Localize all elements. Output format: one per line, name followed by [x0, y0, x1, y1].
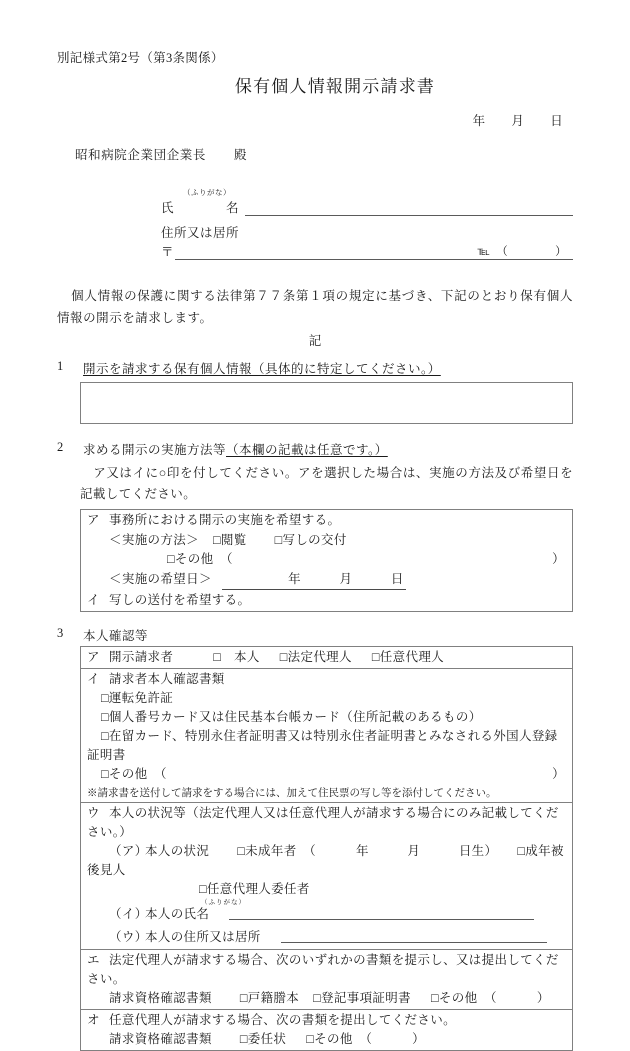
person-status-row	[81, 842, 572, 880]
row-o-marker: オ	[87, 1013, 100, 1028]
section1-title: 開示を請求する保有個人情報（具体的に特定してください。）	[83, 362, 441, 377]
section3-title: 本人確認等	[83, 629, 149, 644]
option-b-label: 写しの送付を希望する。	[109, 593, 251, 608]
section3-row-id-docs	[81, 668, 572, 689]
section2-frame	[80, 509, 573, 612]
applicant-block	[161, 189, 573, 260]
addressee	[75, 145, 573, 163]
sub-u-label: 本人の住所又は居所	[145, 930, 261, 945]
row-o-doc-label: 請求資格確認書類	[109, 1032, 212, 1047]
row-i-marker: イ	[87, 672, 100, 687]
person-status-delegate-row	[81, 880, 572, 899]
section3-row-person-status	[81, 802, 572, 842]
id-doc-item-other	[81, 765, 572, 785]
sub-a-marker: （ア）	[109, 844, 148, 859]
ki-marker: 記	[308, 334, 322, 349]
minor-birthdate[interactable]: 年 月 日生）	[356, 844, 498, 859]
addressee-honorific: 殿	[234, 148, 248, 162]
person-address-input[interactable]	[281, 929, 547, 943]
section2-number: 2	[57, 440, 64, 455]
desired-date-label: ＜実施の希望日＞	[109, 572, 212, 587]
person-name-row: （イ）本人の氏名 （ふりがな）	[81, 899, 572, 924]
row-u-marker: ウ	[87, 806, 100, 821]
preamble-text: 個人情報の保護に関する法律第７７条第１項の規定に基づき、下記のとおり保有個人情報の開示を請求します。	[57, 289, 573, 325]
section1-heading	[57, 359, 573, 377]
checkbox-voluntary-rep-other[interactable]: □その他 （	[306, 1032, 373, 1047]
row-e-label: 法定代理人が請求する場合、次のいずれかの書類を提示し、又は提出してください。	[87, 953, 559, 987]
applicant-address-label: 住所又は居所	[161, 226, 240, 241]
sub-i-marker: （イ）	[109, 907, 148, 922]
voluntary-rep-other-close: ）	[412, 1032, 426, 1047]
addressee-name: 昭和病院企業団企業長	[75, 148, 207, 162]
row-a-label: 開示請求者	[109, 650, 174, 665]
furigana-label-name: （ふりがな）	[183, 188, 231, 197]
checkbox-adult-ward[interactable]: □成年被後見人	[87, 844, 564, 878]
checkbox-drivers-license[interactable]: □運転免許証	[101, 691, 174, 706]
section2-option-b-row[interactable]	[81, 590, 572, 611]
applicant-address-input[interactable]	[175, 244, 573, 260]
checkbox-viewing[interactable]: □閲覧	[212, 533, 247, 548]
applicant-address-row	[161, 242, 573, 260]
section2-method-row	[81, 531, 572, 550]
form-code: 別記様式第2号（第3条関係）	[57, 51, 224, 65]
id-doc-item-2	[81, 708, 572, 727]
telephone-label: ℡ （ ）	[477, 246, 567, 259]
applicant-name-label: 氏 名	[161, 201, 240, 216]
desired-date-input[interactable]: 年 月 日	[222, 570, 406, 590]
checkbox-mynumber-card[interactable]: □個人番号カード又は住民基本台帳カード（住所記載のあるもの）	[101, 710, 482, 725]
applicant-name-input[interactable]	[245, 201, 573, 216]
row-a-marker: ア	[87, 650, 100, 665]
section1-number: 1	[57, 359, 64, 374]
checkbox-family-register[interactable]: □戸籍謄本	[239, 991, 300, 1006]
section3-frame	[80, 646, 573, 1051]
applicant-name-row	[161, 198, 573, 216]
preamble-paragraph	[57, 286, 573, 329]
id-doc-other-close: ）	[552, 767, 565, 782]
row-o-label: 任意代理人が請求する場合、次の書類を提出してください。	[109, 1013, 456, 1028]
date-month-label: 月	[511, 114, 525, 128]
date-line	[57, 111, 563, 129]
section3-heading	[57, 626, 573, 644]
row-i-label: 請求者本人確認書類	[109, 672, 225, 687]
checkbox-power-of-attorney[interactable]: □委任状	[239, 1032, 287, 1047]
section2-instruction	[80, 463, 573, 505]
id-doc-item-3	[81, 727, 572, 765]
checkbox-id-doc-other[interactable]: □その他 （	[101, 767, 167, 782]
row-e-doc-label: 請求資格確認書類	[109, 991, 212, 1006]
checkbox-copy-delivery[interactable]: □写しの交付	[274, 533, 347, 548]
checkbox-method-other[interactable]: □その他 （	[167, 552, 233, 567]
sub-a-label: 本人の状況	[145, 844, 210, 859]
checkbox-residence-card[interactable]: □在留カード、特別永住者証明書又は特別永住者証明書とみなされる外国人登録証明書	[87, 729, 558, 763]
id-doc-item-1	[81, 689, 572, 708]
voluntary-rep-docs-row	[81, 1030, 572, 1050]
row-e-marker: エ	[87, 953, 100, 968]
legal-rep-other-close: ）	[536, 991, 550, 1006]
section2-instruction-text: ア又はイに○印を付してください。アを選択した場合は、実施の方法及び希望日を記載してください。	[80, 466, 573, 502]
section3-number: 3	[57, 626, 64, 641]
checkbox-voluntary-representative[interactable]: □任意代理人	[371, 650, 445, 665]
section3-row-legal-rep	[81, 949, 572, 989]
section2-heading	[57, 440, 573, 458]
person-name-input[interactable]	[229, 906, 534, 920]
date-year-label: 年	[472, 114, 486, 128]
method-other-close: ）	[552, 552, 565, 567]
section1-content-box[interactable]	[80, 382, 573, 424]
page-title: 保有個人情報開示請求書	[234, 77, 436, 96]
method-label: ＜実施の方法＞	[109, 533, 199, 548]
option-b-marker: イ	[87, 593, 100, 608]
section2-method-other-row	[81, 550, 572, 569]
date-day-label: 日	[550, 114, 563, 128]
postal-code-icon: 〒	[161, 245, 174, 260]
checkbox-registry-certificate[interactable]: □登記事項証明書	[313, 991, 411, 1006]
section3-row-voluntary-rep	[81, 1009, 572, 1030]
section3-row-requester	[81, 647, 572, 668]
checkbox-minor[interactable]: □未成年者 （	[237, 844, 317, 859]
row-u-label: 本人の状況等（法定代理人又は任意代理人が請求する場合にのみ記載してください。）	[87, 806, 559, 840]
sub-u-marker: （ウ）	[109, 930, 148, 945]
checkbox-voluntary-delegator[interactable]: □任意代理人委任者	[199, 882, 310, 897]
option-a-label: 事務所における開示の実施を希望する。	[109, 513, 341, 528]
person-address-row	[81, 924, 572, 949]
section2-desired-date-row	[81, 569, 572, 590]
legal-rep-docs-row	[81, 989, 572, 1009]
option-a-marker: ア	[87, 513, 100, 528]
section2-title: 求める開示の実施方法等	[83, 443, 227, 458]
section3-attachment-note: ※請求書を送付して請求をする場合には、加えて住民票の写し等を添付してください。	[87, 788, 497, 800]
section2-option-a-row[interactable]	[81, 510, 572, 531]
checkbox-legal-rep-other[interactable]: □その他 （	[430, 991, 497, 1006]
section2-title-note: （本欄の記載は任意です。）	[226, 443, 388, 458]
checkbox-legal-representative[interactable]: □法定代理人	[279, 650, 352, 665]
checkbox-self[interactable]: □ 本人	[213, 650, 260, 665]
sub-i-label: 本人の氏名	[145, 907, 210, 922]
